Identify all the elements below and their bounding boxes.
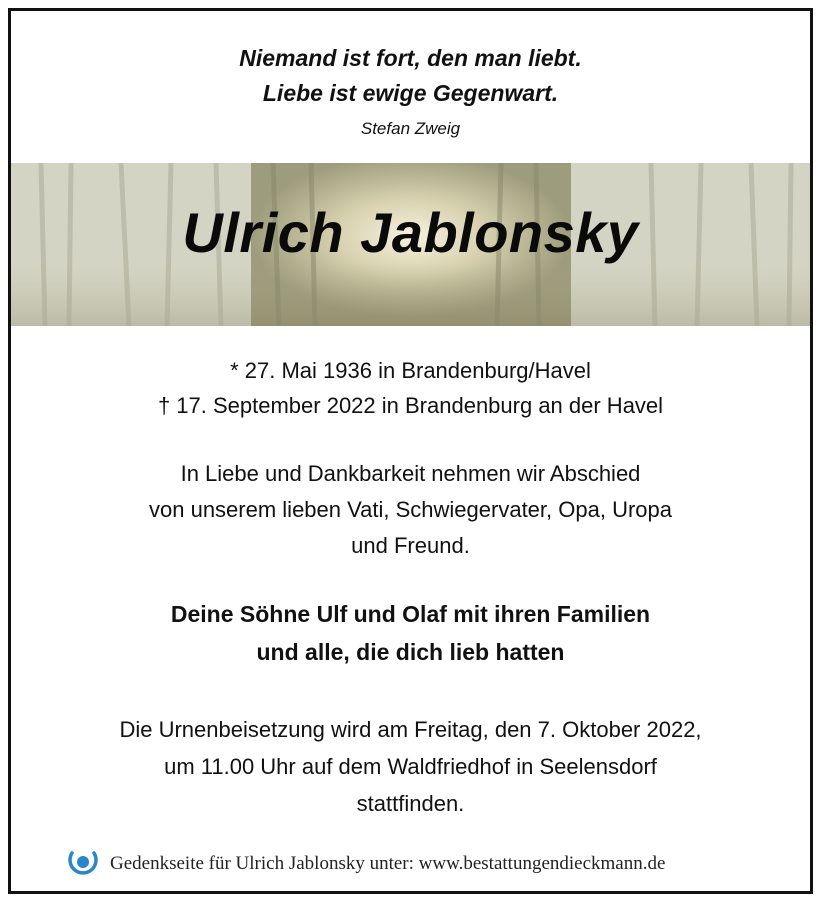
funeral-line-3: stattfinden. bbox=[356, 791, 465, 816]
quote-author: Stefan Zweig bbox=[360, 119, 461, 138]
deceased-name: Ulrich Jablonsky bbox=[182, 201, 639, 264]
forest-banner bbox=[11, 163, 810, 326]
death-date: † 17. September 2022 in Brandenburg an der Havel bbox=[157, 393, 664, 418]
farewell-line-3: und Freund. bbox=[351, 533, 470, 558]
farewell-text bbox=[11, 456, 810, 564]
obituary-notice bbox=[8, 8, 813, 894]
funeral-info bbox=[11, 711, 810, 822]
mourners bbox=[11, 595, 810, 671]
life-dates bbox=[11, 353, 810, 423]
memorial-page-text: Gedenkseite für Ulrich Jablonsky unter: www.bestattungendieckmann.de bbox=[110, 853, 666, 874]
funeral-home-logo-icon bbox=[66, 847, 100, 881]
mourners-line-2: und alle, die dich lieb hatten bbox=[256, 639, 565, 665]
quote-block bbox=[11, 41, 810, 139]
quote-line-1: Niemand ist fort, den man liebt. bbox=[239, 45, 582, 71]
funeral-line-1: Die Urnenbeisetzung wird am Freitag, den 7. Oktober 2022, bbox=[119, 717, 702, 742]
farewell-line-1: In Liebe und Dankbarkeit nehmen wir Abschied bbox=[180, 461, 641, 486]
memorial-page-footer bbox=[66, 847, 665, 881]
farewell-line-2: von unserem lieben Vati, Schwiegervater, Opa, Uropa bbox=[149, 497, 672, 522]
funeral-line-2: um 11.00 Uhr auf dem Waldfriedhof in Seelensdorf bbox=[164, 754, 657, 779]
quote-line-2: Liebe ist ewige Gegenwart. bbox=[262, 80, 559, 106]
birth-date: * 27. Mai 1936 in Brandenburg/Havel bbox=[230, 358, 591, 383]
mourners-line-1: Deine Söhne Ulf und Olaf mit ihren Familien bbox=[170, 601, 651, 627]
